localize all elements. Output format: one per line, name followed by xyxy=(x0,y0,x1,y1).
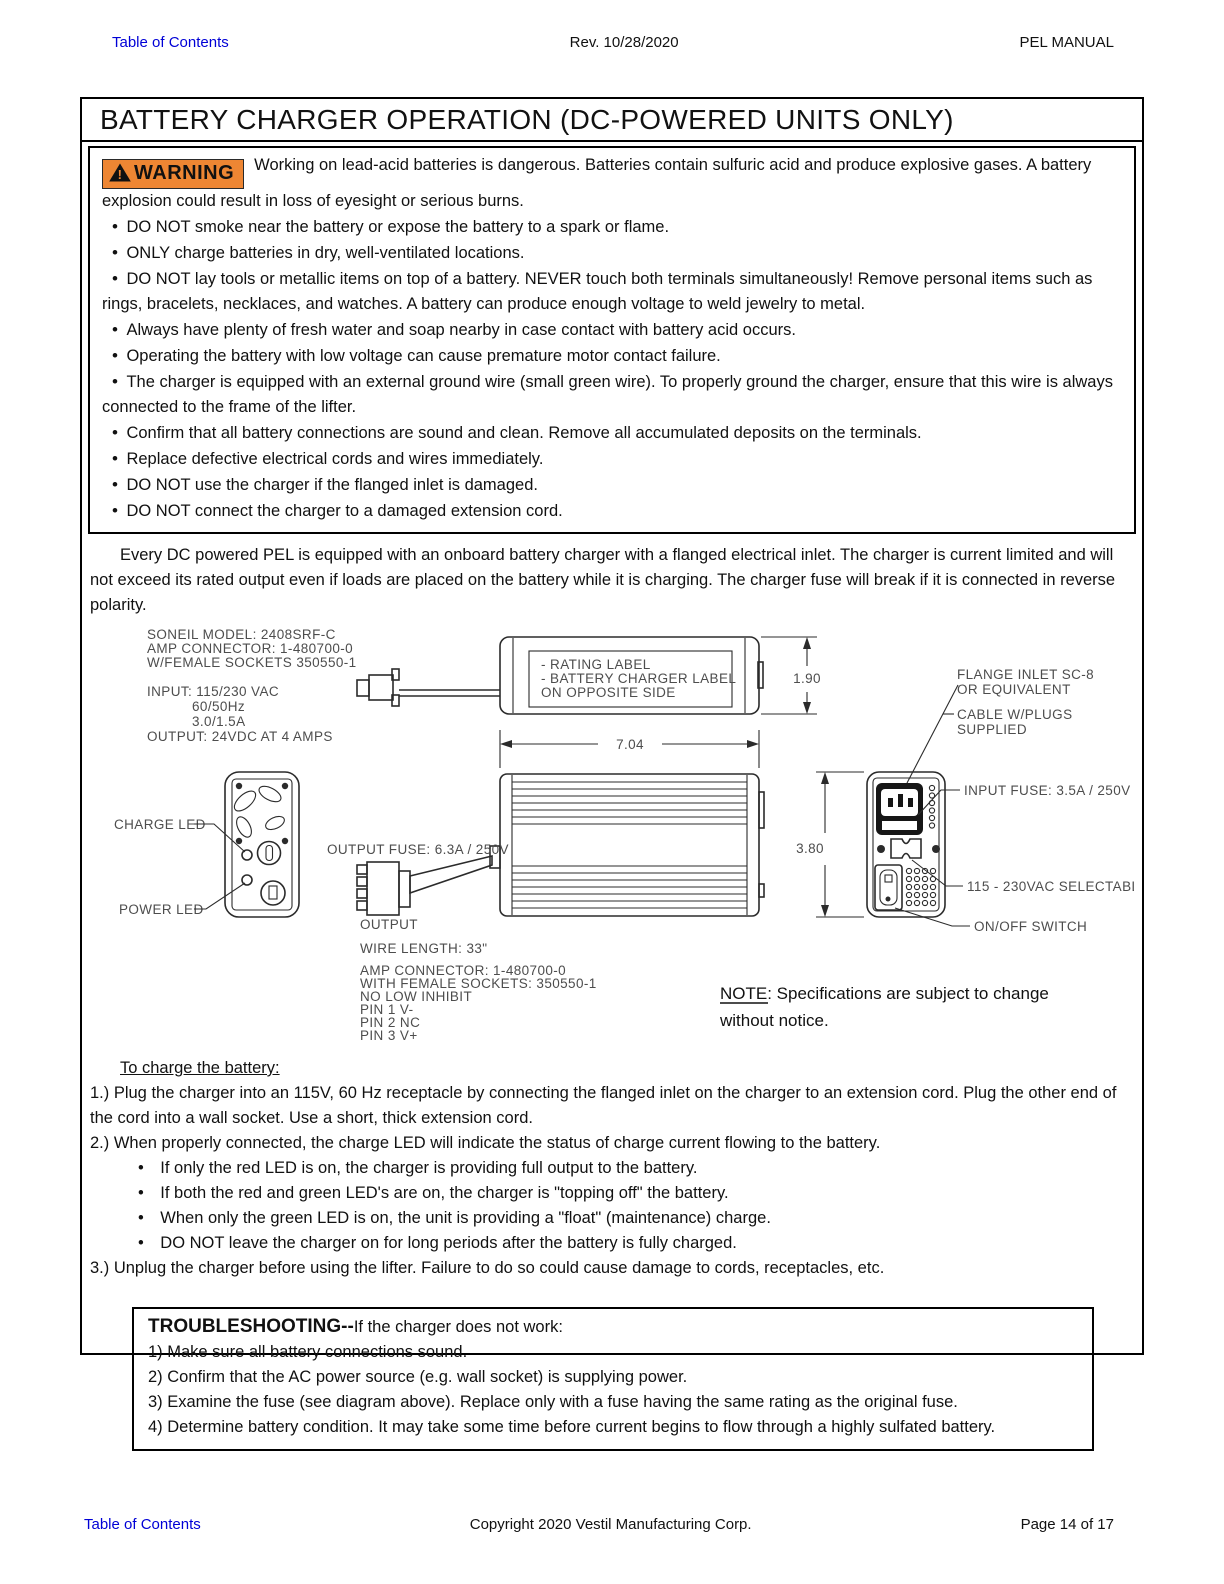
rating-label-line: - BATTERY CHARGER LABEL xyxy=(541,671,737,686)
output-fuse-label: OUTPUT FUSE: 6.3A / 250V xyxy=(327,842,509,857)
troubleshooting-heading xyxy=(148,1314,1078,1340)
dim-width xyxy=(500,730,759,768)
charge-led xyxy=(242,850,252,860)
warning-intro-text: Working on lead-acid batteries is dangerous. Batteries contain sulfuric acid and produce explosive gases. A battery explosion could result in loss of eyesight or serious burns. xyxy=(102,156,1092,210)
charger-rear-view xyxy=(867,772,945,917)
rating-label-line: - RATING LABEL xyxy=(541,657,651,672)
warning-bullet: • Replace defective electrical cords and wires immediately. xyxy=(102,446,1122,472)
troubleshooting-item: 3) Examine the fuse (see diagram above). Replace only with a fuse having the same rating as the original fuse. xyxy=(148,1393,958,1411)
page-number: Page 14 of 17 xyxy=(1020,1516,1114,1533)
charge-instructions xyxy=(90,1056,1130,1281)
troubleshooting-item: 2) Confirm that the AC power source (e.g. wall socket) is supplying power. xyxy=(148,1368,688,1386)
input-fuse-label: INPUT FUSE: 3.5A / 250V xyxy=(964,783,1131,798)
warning-bullet: • DO NOT lay tools or metallic items on top of a battery. NEVER touch both terminals simultaneously! Remove personal items such as rings, bracelets, necklaces, and watches. A battery can produce enough voltage to weld jewelry to metal. xyxy=(102,266,1122,317)
on-off-switch-label: ON/OFF SWITCH xyxy=(974,919,1088,934)
page-footer xyxy=(84,1516,1114,1533)
warning-triangle-icon xyxy=(108,162,132,183)
wire-length-label: WIRE LENGTH: 33" xyxy=(360,941,488,956)
spec-line: 3.0/1.5A xyxy=(192,714,246,729)
heatsink-ribs xyxy=(512,782,747,908)
amp-line: PIN 3 V+ xyxy=(360,1028,418,1043)
amp-line: PIN 2 NC xyxy=(360,1015,421,1030)
charge-led-label: CHARGE LED xyxy=(114,817,206,832)
iec-inlet xyxy=(876,783,923,835)
dim-height-value: 1.90 xyxy=(793,671,821,686)
troubleshooting-heading-rest: If the charger does not work: xyxy=(353,1318,563,1336)
output-label: OUTPUT xyxy=(360,917,418,932)
dim-height xyxy=(761,637,821,714)
output-connector xyxy=(357,856,492,915)
spec-line: 60/50Hz xyxy=(192,699,246,714)
charge-bullet: • If only the red LED is on, the charger is providing full output to the battery. xyxy=(138,1156,1130,1181)
warning-box xyxy=(88,146,1136,534)
charge-bullet: • When only the green LED is on, the unit is providing a "float" (maintenance) charge. xyxy=(138,1206,1130,1231)
flange-inlet-label2: OR EQUIVALENT xyxy=(957,682,1071,697)
warning-bullet: • Always have plenty of fresh water and soap nearby in case contact with battery acid occurs. xyxy=(102,317,1122,343)
spec-line: AMP CONNECTOR: 1-480700-0 xyxy=(147,641,354,656)
dim-depth xyxy=(796,772,864,917)
charger-diagram-svg xyxy=(94,622,1134,1047)
warning-bullet: • Operating the battery with low voltage can cause premature motor contact failure. xyxy=(102,343,1122,369)
warning-bullet: • DO NOT smoke near the battery or expose the battery to a spark or flame. xyxy=(102,214,1122,240)
charge-bullet: • DO NOT leave the charger on for long periods after the battery is fully charged. xyxy=(138,1231,1130,1256)
spec-line: INPUT: 115/230 VAC xyxy=(147,684,280,699)
intro-paragraph: Every DC powered PEL is equipped with an onboard battery charger with a flanged electrical inlet. The charger is current limited and will not exceed its rated output even if loads are placed on the battery while it is charging. The charger fuse will break if it is connected in reverse polarity. xyxy=(90,546,1116,614)
toc-link-bottom[interactable]: Table of Contents xyxy=(84,1516,201,1533)
power-switch xyxy=(875,865,902,910)
note-text: : Specifications are subject to change xyxy=(767,984,1049,1003)
voltage-selectable-label: 115 - 230VAC SELECTABLE xyxy=(967,879,1134,894)
vent-holes xyxy=(929,785,934,828)
charger-top-view xyxy=(357,637,821,714)
manual-title: PEL MANUAL xyxy=(1019,34,1114,51)
troubleshooting-item: 4) Determine battery condition. It may take some time before current begins to flow through a highly sulfated battery. xyxy=(148,1418,996,1436)
amp-connector-block xyxy=(360,963,597,1043)
dc-plug xyxy=(357,669,500,706)
section-title: BATTERY CHARGER OPERATION (DC-POWERED UNITS ONLY) xyxy=(82,99,1142,142)
warning-bullet: • DO NOT use the charger if the flanged inlet is damaged. xyxy=(102,472,1122,498)
copyright: Copyright 2020 Vestil Manufacturing Corp. xyxy=(469,1516,752,1533)
amp-line: WITH FEMALE SOCKETS: 350550-1 xyxy=(360,976,597,991)
switch-vent-grid xyxy=(906,868,935,905)
warning-intro-line xyxy=(102,153,1122,214)
warning-badge xyxy=(102,159,244,189)
flange-inlet-label: FLANGE INLET SC-8 xyxy=(957,667,1095,682)
troubleshooting-heading-bold: TROUBLESHOOTING-- xyxy=(148,1316,354,1337)
charge-step: 2.) When properly connected, the charge LED will indicate the status of charge current flowing to the battery. xyxy=(90,1134,881,1152)
troubleshooting-box xyxy=(132,1307,1094,1451)
rating-label-line: ON OPPOSITE SIDE xyxy=(541,685,676,700)
toc-link-top[interactable]: Table of Contents xyxy=(112,34,229,51)
charge-step: 1.) Plug the charger into an 115V, 60 Hz receptacle by connecting the flanged inlet on the charger to an extension cord. Plug the other end of the cord into a wall socket. Use a short, thick extension cord. xyxy=(90,1084,1117,1127)
spec-note xyxy=(719,984,1049,1030)
spec-line: W/FEMALE SOCKETS 350550-1 xyxy=(147,655,357,670)
page-header xyxy=(112,34,1114,51)
charger-diagram xyxy=(94,622,1142,1052)
charge-step: 3.) Unplug the charger before using the lifter. Failure to do so could cause damage to cords, receptacles, etc. xyxy=(90,1259,885,1277)
cable-label: CABLE W/PLUGS xyxy=(957,707,1073,722)
warning-bullet: • Confirm that all battery connections are sound and clean. Remove all accumulated deposits on the terminals. xyxy=(102,420,1122,446)
note-text2: without notice. xyxy=(720,1011,829,1030)
top-view-side-tab xyxy=(758,662,763,688)
svg-text:!: ! xyxy=(117,167,123,182)
amp-line: AMP CONNECTOR: 1-480700-0 xyxy=(360,963,567,978)
output-connector-port xyxy=(261,881,285,905)
cable-label2: SUPPLIED xyxy=(957,722,1027,737)
charge-heading: To charge the battery: xyxy=(120,1059,280,1077)
warning-bullet: • ONLY charge batteries in dry, well-ventilated locations. xyxy=(102,240,1122,266)
amp-line: NO LOW INHIBIT xyxy=(360,989,473,1004)
spec-line: SONEIL MODEL: 2408SRF-C xyxy=(147,627,336,642)
note-label: NOTE xyxy=(720,984,768,1003)
charge-bullet: • If both the red and green LED's are on, the charger is "topping off" the battery. xyxy=(138,1181,1130,1206)
warning-bullet: • The charger is equipped with an external ground wire (small green wire). To properly ground the charger, ensure that this wire is always connected to the frame of the lifter. xyxy=(102,369,1122,420)
troubleshooting-item: 1) Make sure all battery connections sound. xyxy=(148,1343,468,1361)
vent-slots xyxy=(231,783,286,839)
svg-text:NOTE: Specifications are subje xyxy=(720,984,1049,1003)
dim-width-value: 7.04 xyxy=(616,737,644,752)
warning-bullet: • DO NOT connect the charger to a damaged extension cord. xyxy=(102,498,1122,524)
power-led-label: POWER LED xyxy=(119,902,204,917)
voltage-selector xyxy=(891,839,921,858)
revision-date: Rev. 10/28/2020 xyxy=(569,34,679,51)
content-box xyxy=(80,97,1144,1436)
charger-side-view xyxy=(490,774,764,916)
spec-block xyxy=(147,627,357,744)
warning-badge-label: WARNING xyxy=(134,162,235,184)
spec-line: OUTPUT: 24VDC AT 4 AMPS xyxy=(147,729,333,744)
amp-line: PIN 1 V- xyxy=(360,1002,414,1017)
dim-depth-value: 3.80 xyxy=(796,841,824,856)
